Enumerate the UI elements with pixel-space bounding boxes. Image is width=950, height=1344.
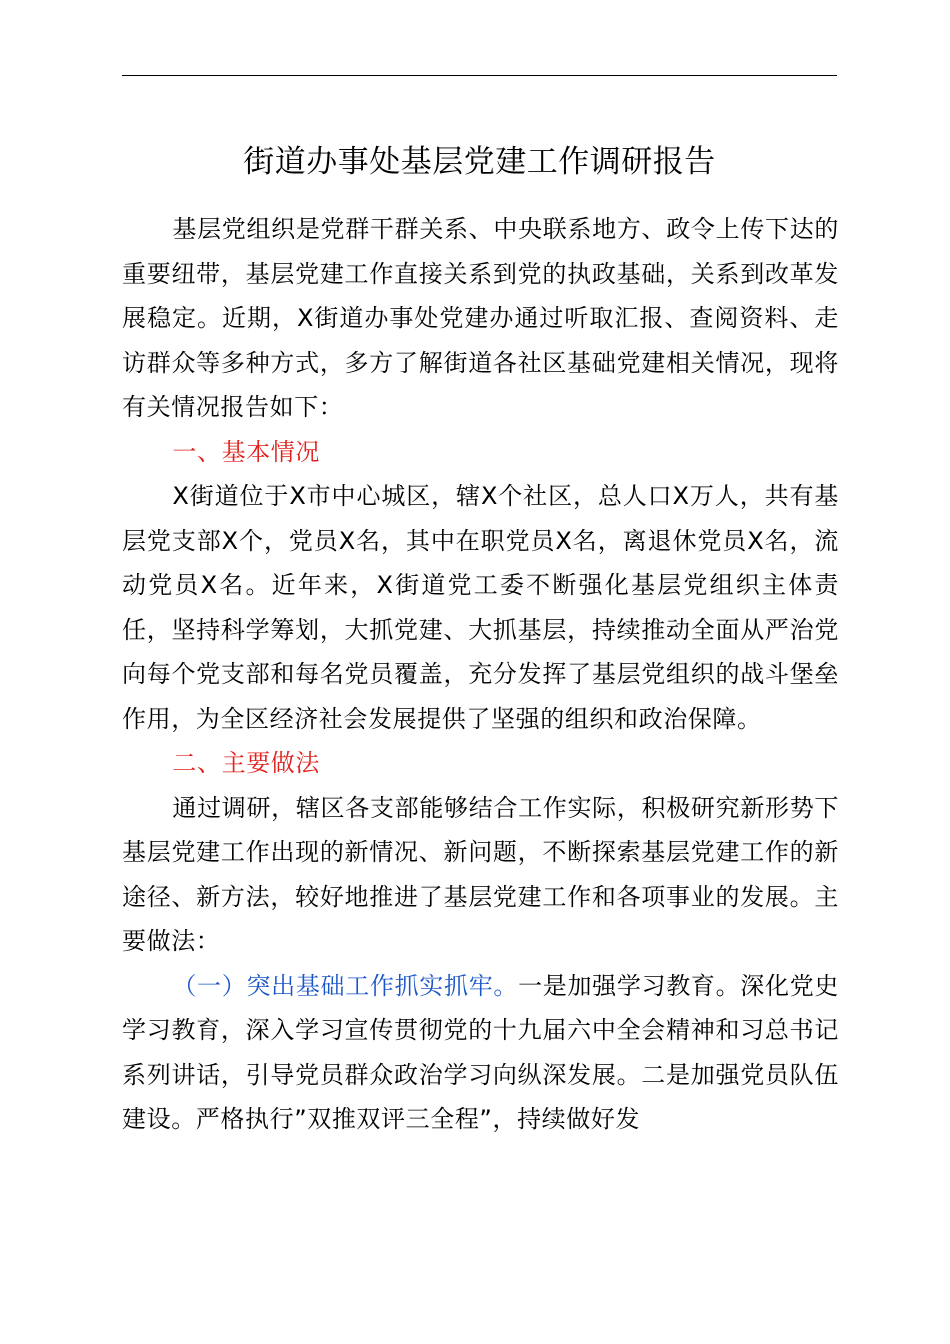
header-rule — [122, 75, 837, 76]
section-heading-basic-situation: 一、基本情况 — [172, 437, 320, 466]
intro-paragraph: 基层党组织是党群干群关系、中央联系地方、政令上传下达的重要纽带，基层党建工作直接关系到党的执政基础，关系到改革发展稳定。近期，X街道办事处党建办通过听取汇报、查阅资料、走访群众等多种方式，多方了解街道各社区基础党建相关情况，现将有关情况报告如下： — [122, 215, 839, 421]
main-practices-paragraph: 通过调研，辖区各支部能够结合工作实际，积极研究新形势下基层党建工作出现的新情况、新问题，不断探索基层党建工作的新途径、新方法，较好地推进了基层党建工作和各项事业的发展。主要做法： — [122, 793, 839, 955]
basic-situation-paragraph: X街道位于X市中心城区，辖X个社区，总人口X万人，共有基层党支部X个，党员X名，其中在职党员X名，离退休党员X名，流动党员X名。近年来，X街道党工委不断强化基层党组织主体责任，坚持科学筹划，大抓党建、大抓基层，持续推动全面从严治党向每个党支部和每名党员覆盖，充分发挥了基层党组织的战斗堡垒作用，为全区经济社会发展提供了坚强的组织和政治保障。 — [122, 482, 839, 733]
subsection-heading-1: （一）突出基础工作抓实抓牢。 — [172, 971, 519, 1000]
subsection-text-1: 一是加强学习教育。深化党史学习教育，深入学习宣传贯彻党的十九届六中全会精神和习总书记系列讲话，引导党员群众政治学习向纵深发展。二是加强党员队伍建设。严格执行”双推双评三全程”，持续做好发 — [122, 971, 839, 1133]
subsection-paragraph-1 — [122, 964, 839, 1142]
section-heading-main-practices: 二、主要做法 — [172, 749, 320, 777]
document-title: 街道办事处基层党建工作调研报告 — [243, 144, 716, 180]
document-body — [122, 207, 839, 1142]
